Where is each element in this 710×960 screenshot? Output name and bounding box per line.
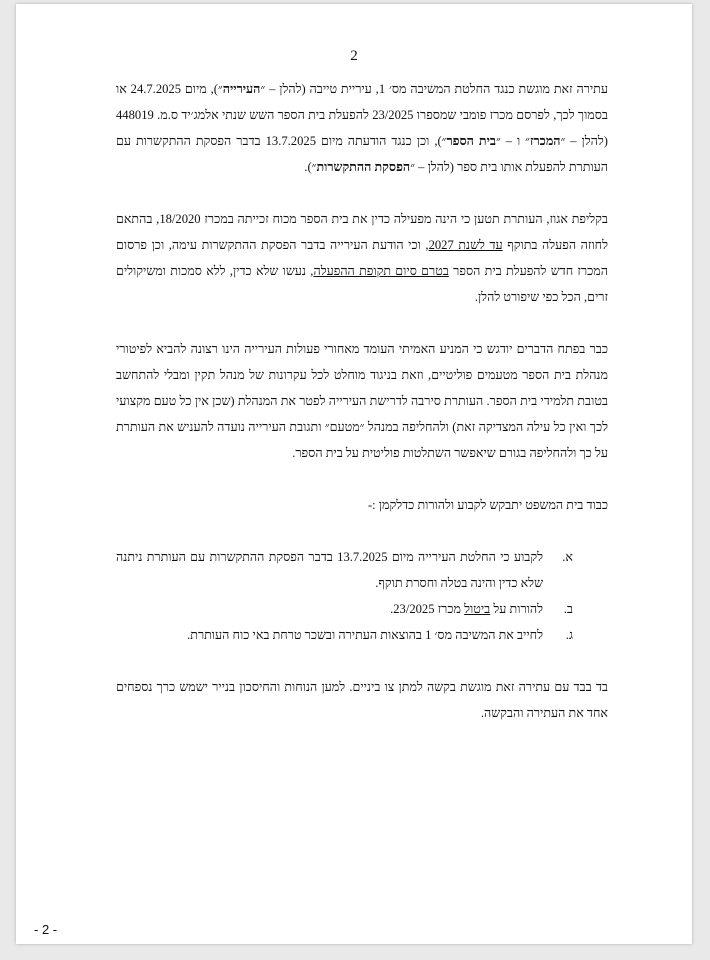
paragraph-summary <box>116 206 608 310</box>
bold-term: בית הספר <box>446 134 496 148</box>
text-span: ״ ו – ״ <box>495 134 530 148</box>
request-letter: א. <box>562 550 573 564</box>
text-span: בקליפת אגוז, העותרת תטען כי הינה מפעילה כדין את בית הספר מכוח זכייתה במכרז 18/2020, בהתאם לחוזה הפעלה בתוקף <box>116 212 609 252</box>
text-span: , וכי הודעת העירייה בדבר הפסקת ההתקשרות עימה, וכן פרסום המכרז חדש להפעלת בית הספר <box>116 238 608 278</box>
text-span: ״), מיום 24.7.2025 או בסמוך לכך, לפרסם מכרז פומבי שמספרו 23/2025 להפעלת בית הספר השש שנתי אלמג׳יד ס.מ. 448019 (להלן – ״ <box>116 82 608 148</box>
underlined-term: עד לשנת 2027 <box>428 238 503 252</box>
text-span: , נעשו שלא כדין, ללא סמכות ומשיקולים זרים, הכל כפי שיפורט להלן. <box>116 264 608 304</box>
request-text: לחייב את המשיבה מס׳ 1 בהוצאות העתירה ובשכר טרחת באי כוח העותרת. <box>187 628 543 642</box>
text-span: ״). <box>304 160 317 174</box>
text-span: עתירה זאת מוגשת כנגד החלטת המשיבה מס׳ 1, עיריית טייבה (להלן – ״ <box>260 82 608 96</box>
request-item <box>116 622 608 648</box>
request-text: לקבוע כי החלטת העירייה מיום 13.7.2025 בדבר הפסקת ההתקשרות עם העותרת ניתנה שלא כדין והינה בטלה וחסרת תוקף. <box>116 550 544 590</box>
paragraph-interim-relief: בד בבד עם עתירה זאת מוגשת בקשה למתן צו ביניים. למען הנוחות והחיסכון בנייר ישמש כרך נספחים אחד את העתירה והבקשה. <box>116 680 608 720</box>
text-span: מכרז 23/2025. <box>390 602 465 616</box>
footer-page-number: - 2 - <box>34 922 58 937</box>
paragraph-motive: כבר בפתח הדברים יודגש כי המניע האמיתי העומד מאחורי פעולות העירייה הינו רצונה להביא לפיטורי מנהלת בית הספר מטעמים פוליטיים, וזאת בניגוד מוחלט לכל עקרונות של מנהל תקין ומבלי להתחשב בטובת תלמידי בית הספר. העותרת סירבה לדרישת העירייה לפטר את המנהלת (שכן אין כל טעם מקצועי לכך ואין כל עילה המצדיקה זאת) ולהחליפה במנהל ״מטעם״ ותגובת העירייה נועדה להעניש את העותרת על כך ולהחליפה בגורם שיאפשר השתלטות פוליטית על בית הספר. <box>116 342 608 460</box>
bold-term: העירייה <box>222 82 261 96</box>
paragraph-requests-intro: כבוד בית המשפט יתבקש לקבוע ולהורות כדלקמן :- <box>367 498 608 512</box>
bold-term: הפסקת ההתקשרות <box>316 160 411 174</box>
underlined-term: בטרם סיום תקופת ההפעלה <box>313 264 449 278</box>
request-letter: ג. <box>565 628 573 642</box>
document-body <box>116 76 608 726</box>
document-page <box>16 4 692 944</box>
paragraph-intro <box>116 76 608 180</box>
request-item <box>116 596 608 622</box>
request-item <box>116 544 608 596</box>
bold-term: המכרז <box>529 134 561 148</box>
text-span: להורות על <box>490 602 543 616</box>
request-letter: ב. <box>563 602 573 616</box>
request-text <box>390 602 543 616</box>
requests-list <box>116 544 608 648</box>
underlined-term: ביטול <box>464 602 491 616</box>
page-number: 2 <box>350 48 358 64</box>
text-span: ״), וכן כנגד הודעתה מיום 13.7.2025 בדבר הפסקת ההתקשרות עם העותרת להפעלת אותו בית ספר (להלן – ״ <box>116 134 608 174</box>
